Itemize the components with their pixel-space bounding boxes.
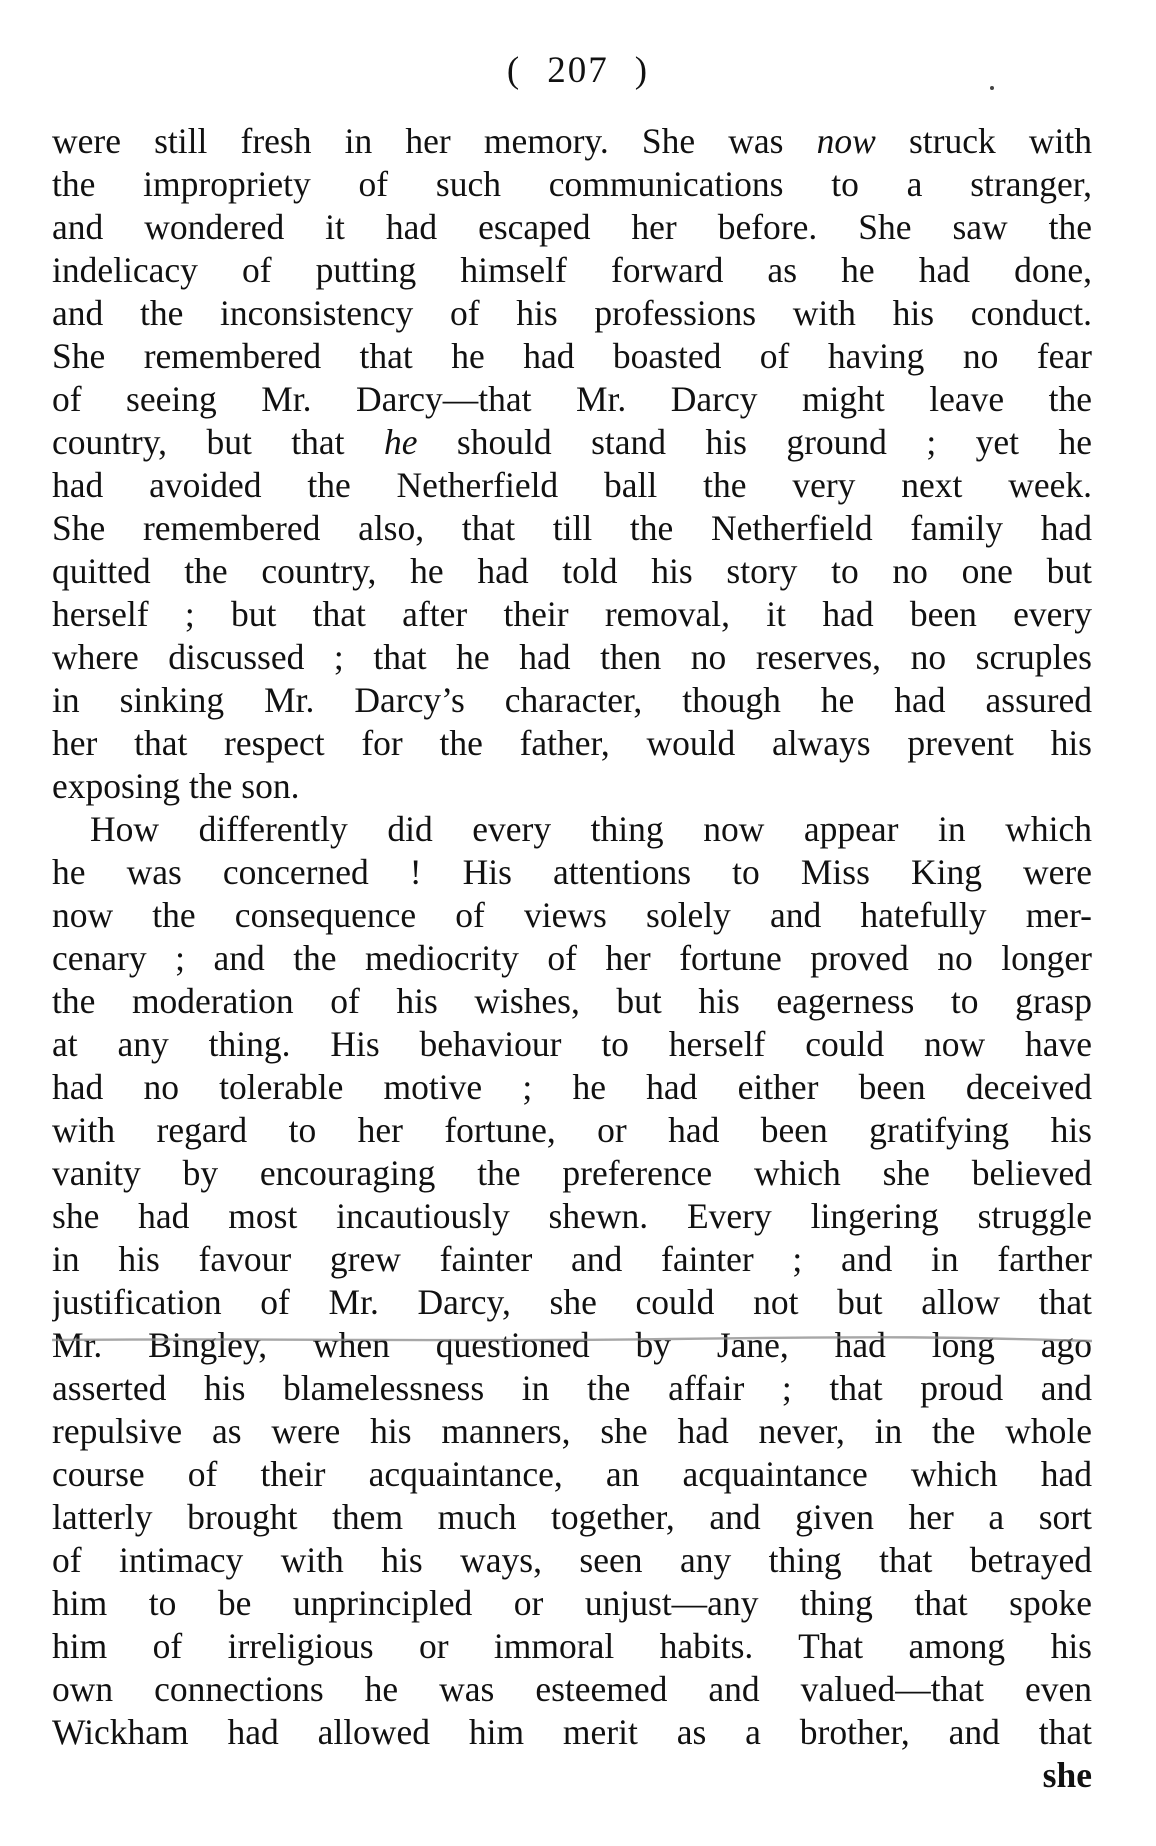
text-line: vanity by encouraging the preference which she believed [52, 1153, 1092, 1193]
text-line: in sinking Mr. Darcy’s character, though he had assured [52, 680, 1092, 720]
text-line: were still fresh in her memory. She was now struck with [52, 121, 1092, 161]
catchword: she [1042, 1755, 1092, 1795]
text-line: She remembered that he had boasted of having no fear [52, 336, 1092, 376]
text-line: the impropriety of such communications to a stranger, [52, 164, 1092, 204]
text-line: in his favour grew fainter and fainter ; and in farther [52, 1239, 1092, 1279]
text-line: had no tolerable motive ; he had either been deceived [52, 1067, 1092, 1107]
text-line: with regard to her fortune, or had been gratifying his [52, 1110, 1092, 1150]
text-line: asserted his blamelessness in the affair ; that proud and [52, 1368, 1092, 1408]
text-line: of seeing Mr. Darcy—that Mr. Darcy might leave the [52, 379, 1092, 419]
text-line: him to be unprincipled or unjust—any thing that spoke [52, 1583, 1092, 1623]
text-line: her that respect for the father, would always prevent his [52, 723, 1092, 763]
text-line: herself ; but that after their removal, it had been every [52, 594, 1092, 634]
text-line: had avoided the Netherfield ball the very next week. [52, 465, 1092, 505]
text-line: of intimacy with his ways, seen any thing that betrayed [52, 1540, 1092, 1580]
text-line: indelicacy of putting himself forward as he had done, [52, 250, 1092, 290]
paragraph-start-line: How differently did every thing now appear in which [90, 809, 1092, 849]
text-line: him of irreligious or immoral habits. That among his [52, 1626, 1092, 1666]
page-number-open-paren: ( [506, 50, 522, 91]
text-line: course of their acquaintance, an acquaintance which had [52, 1454, 1092, 1494]
page-number-close-paren: ) [634, 50, 650, 91]
text-line: justification of Mr. Darcy, she could not but allow that [52, 1282, 1092, 1322]
text-line: Wickham had allowed him merit as a brother, and that [52, 1712, 1092, 1752]
text-line: the moderation of his wishes, but his eagerness to grasp [52, 981, 1092, 1021]
text-line: own connections he was esteemed and valued—that even [52, 1669, 1092, 1709]
body-text [52, 120, 1092, 1797]
text-line: repulsive as were his manners, she had never, in the whole [52, 1411, 1092, 1451]
stray-ink-dot [990, 86, 994, 90]
text-line: and wondered it had escaped her before. She saw the [52, 207, 1092, 247]
text-line: latterly brought them much together, and given her a sort [52, 1497, 1092, 1537]
text-line: country, but that he should stand his ground ; yet he [52, 422, 1092, 462]
text-line: and the inconsistency of his professions with his conduct. [52, 293, 1092, 333]
text-line: Mr. Bingley, when questioned by Jane, had long ago [52, 1325, 1092, 1365]
text-line: where discussed ; that he had then no reserves, no scruples [52, 637, 1092, 677]
text-line: She remembered also, that till the Netherfield family had [52, 508, 1092, 548]
paragraph-end-line: exposing the son. [52, 766, 300, 806]
text-line: he was concerned ! His attentions to Miss King were [52, 852, 1092, 892]
text-line: she had most incautiously shewn. Every lingering struggle [52, 1196, 1092, 1236]
text-line: quitted the country, he had told his story to no one but [52, 551, 1092, 591]
page-number [0, 52, 1156, 89]
page-number-value: 207 [547, 50, 609, 91]
text-line: at any thing. His behaviour to herself could now have [52, 1024, 1092, 1064]
text-line: now the consequence of views solely and hatefully mer- [52, 895, 1092, 935]
text-line: cenary ; and the mediocrity of her fortune proved no longer [52, 938, 1092, 978]
